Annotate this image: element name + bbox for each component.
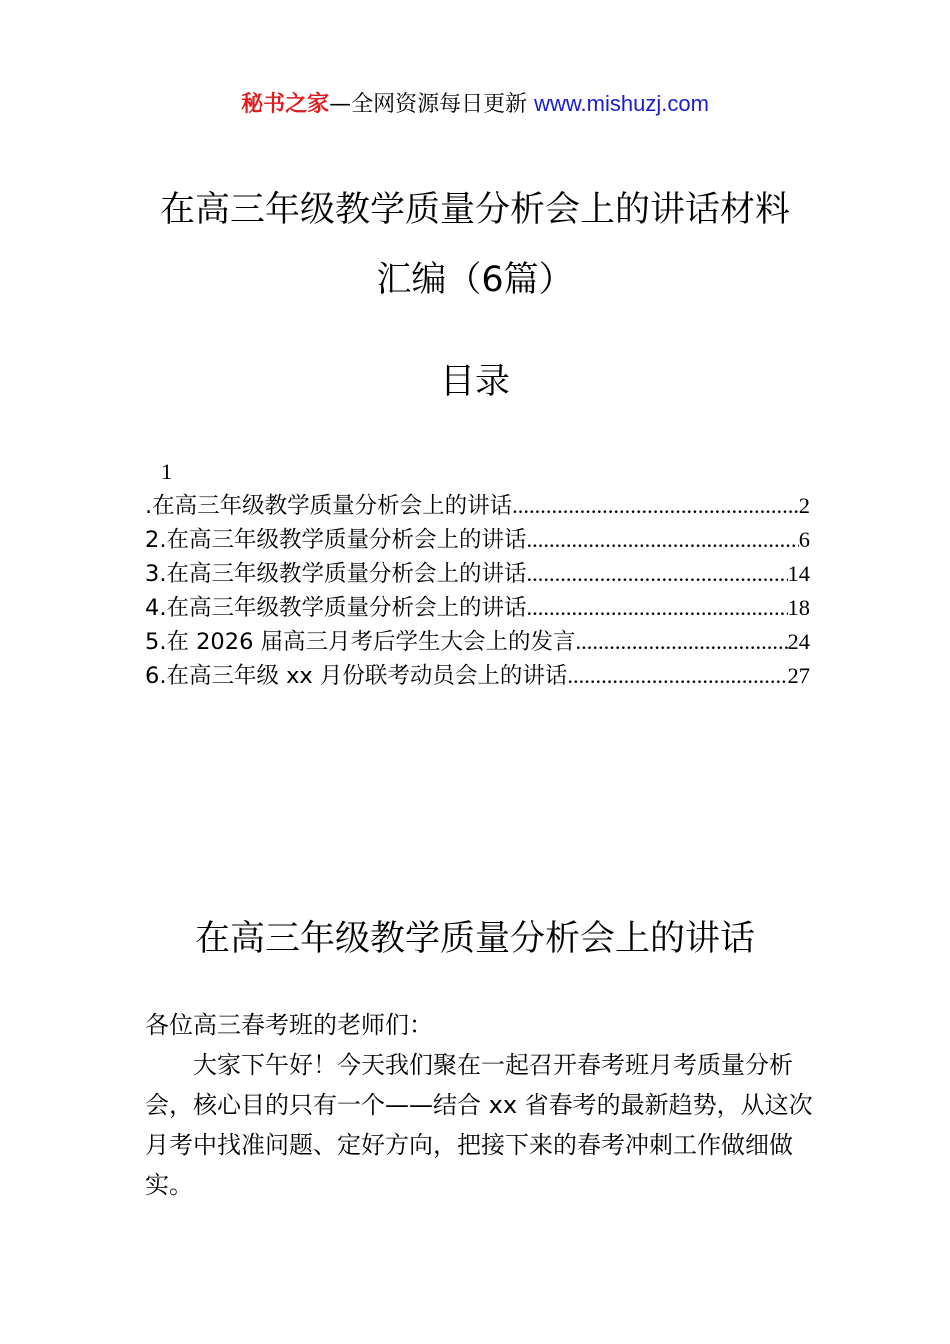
- toc-item-label: .在高三年级教学质量分析会上的讲话: [145, 493, 513, 519]
- section-body: [145, 1005, 825, 1205]
- toc-leader-dots: [576, 625, 788, 659]
- toc-item-label: 6.在高三年级 xx 月份联考动员会上的讲话: [145, 663, 568, 689]
- toc-item-page: 2: [798, 493, 810, 518]
- table-of-contents: [145, 455, 810, 693]
- toc-item-page: 27: [787, 663, 810, 688]
- toc-item-label: 5.在 2026 届高三月考后学生大会上的发言: [145, 629, 576, 655]
- section-title: 在高三年级教学质量分析会上的讲话: [194, 919, 755, 959]
- toc-leader-dots: [526, 591, 787, 625]
- toc-item-4[interactable]: [145, 591, 810, 625]
- site-url-link[interactable]: www.mishuzj.com: [534, 91, 709, 116]
- toc-item-2[interactable]: [145, 523, 810, 557]
- site-brand: 秘书之家: [241, 92, 330, 117]
- salutation: 各位高三春考班的老师们：: [145, 1011, 433, 1039]
- document-title-line-1: 在高三年级教学质量分析会上的讲话材料: [159, 190, 790, 230]
- toc-leader-dots: [526, 557, 787, 591]
- toc-item-page: 24: [787, 629, 810, 654]
- body-paragraph: 大家下午好！今天我们聚在一起召开春考班月考质量分析会，核心目的只有一个——结合 xx 省春考的最新趋势，从这次月考中找准问题、定好方向，把接下来的春考冲刺工作做细做实。: [145, 1051, 813, 1199]
- toc-item-page: 14: [787, 561, 810, 586]
- toc-item-3[interactable]: [145, 557, 810, 591]
- toc-leader-dots: [512, 489, 799, 523]
- toc-first-number: 1: [161, 459, 173, 484]
- toc-leader-dots: [526, 523, 798, 557]
- toc-item-page: 6: [798, 527, 810, 552]
- toc-item-label: 2.在高三年级教学质量分析会上的讲话: [145, 527, 527, 553]
- toc-item-6[interactable]: [145, 659, 810, 693]
- site-header: [0, 88, 950, 121]
- toc-item-label: 3.在高三年级教学质量分析会上的讲话: [145, 561, 527, 587]
- toc-heading: 目录: [439, 362, 510, 402]
- toc-item-label: 4.在高三年级教学质量分析会上的讲话: [145, 595, 527, 621]
- toc-item-page: 18: [787, 595, 810, 620]
- toc-item-5[interactable]: [145, 625, 810, 659]
- document-title-line-2: 汇编（6篇）: [376, 260, 574, 300]
- toc-leader-dots: [567, 659, 787, 693]
- toc-item-1[interactable]: [145, 489, 810, 523]
- site-tagline: —全网资源每日更新: [329, 92, 535, 117]
